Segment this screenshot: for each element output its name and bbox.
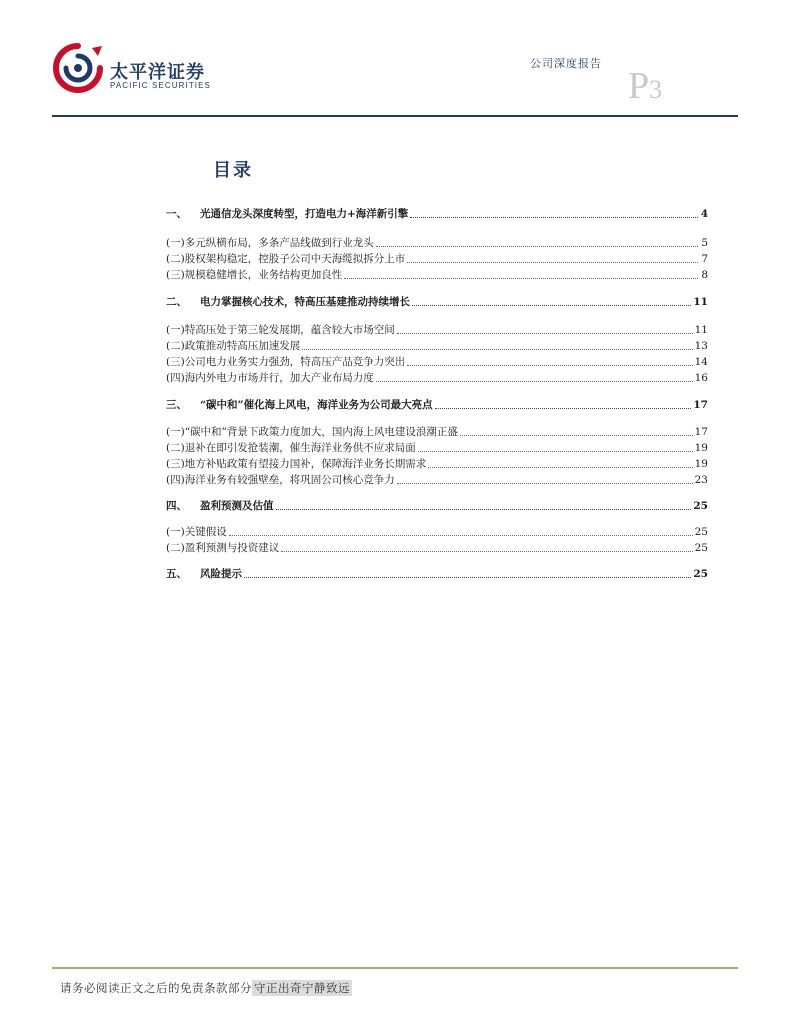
toc-page-number: 23 bbox=[694, 474, 708, 486]
toc-entry-text: 光通信龙头深度转型，打造电力+海洋新引擎 bbox=[200, 208, 409, 220]
pacific-securities-logo-icon bbox=[52, 42, 104, 94]
toc-section-entry[interactable] bbox=[166, 207, 708, 221]
toc-entry-text: (三)规模稳健增长，业务结构更加良性 bbox=[166, 269, 343, 281]
toc-entry-text: (三)地方补贴政策有望接力国补，保障海洋业务长期需求 bbox=[166, 458, 427, 470]
footer-disclaimer: 请务必阅读正文之后的免责条款部分 bbox=[60, 981, 252, 995]
toc-entry-number: 一、 bbox=[166, 208, 187, 220]
toc-page-number: 25 bbox=[693, 568, 708, 580]
toc-subsection-entry[interactable] bbox=[166, 236, 708, 250]
header-divider bbox=[52, 115, 738, 117]
toc-page-number: 11 bbox=[694, 324, 708, 336]
toc-section-entry[interactable] bbox=[166, 499, 708, 513]
toc-page-number: 17 bbox=[693, 399, 708, 411]
toc-subsection-entry[interactable] bbox=[166, 371, 708, 385]
toc-page-number: 5 bbox=[701, 237, 708, 249]
toc-entry-text: (四)海内外电力市场并行，加大产业布局力度 bbox=[166, 372, 374, 384]
toc-entry-text: 风险提示 bbox=[200, 568, 242, 580]
toc-page-number: 19 bbox=[694, 458, 708, 470]
toc-entry-text: (二)退补在即引发抢装潮，催生海洋业务供不应求局面 bbox=[166, 442, 416, 454]
toc-entry-text: “碳中和”催化海上风电，海洋业务为公司最大亮点 bbox=[200, 399, 433, 411]
toc-entry-number: 三、 bbox=[166, 399, 187, 411]
toc-page-number: 14 bbox=[694, 356, 708, 368]
toc-page-number: 25 bbox=[694, 526, 708, 538]
toc-section-entry[interactable] bbox=[166, 295, 708, 309]
toc-page-number: 16 bbox=[694, 372, 708, 384]
toc-page-number: 13 bbox=[694, 340, 708, 352]
toc-dot-leader bbox=[412, 305, 691, 306]
toc-subsection-entry[interactable] bbox=[166, 268, 708, 282]
toc-page-number: 17 bbox=[694, 426, 708, 438]
footer-motto: 守正出奇宁静致远 bbox=[254, 981, 350, 995]
footer bbox=[60, 980, 352, 996]
toc-entry-text: (二)政策推动特高压加速发展 bbox=[166, 340, 301, 352]
company-name-en: PACIFIC SECURITIES bbox=[110, 81, 211, 90]
toc-subsection-entry[interactable] bbox=[166, 525, 708, 539]
toc-dot-leader bbox=[460, 435, 693, 436]
toc-dot-leader bbox=[407, 365, 692, 366]
toc-dot-leader bbox=[376, 246, 698, 247]
toc-subsection-entry[interactable] bbox=[166, 473, 708, 487]
toc-dot-leader bbox=[428, 467, 692, 468]
company-name-cn: 太平洋证券 bbox=[110, 62, 205, 83]
toc-entry-text: (二)盈利预测与投资建议 bbox=[166, 542, 280, 554]
toc-dot-leader bbox=[397, 333, 693, 334]
toc-entry-text: (二)股权架构稳定，控股子公司中天海缆拟拆分上市 bbox=[166, 253, 406, 265]
toc-section-entry[interactable] bbox=[166, 398, 708, 412]
toc-page-number: 11 bbox=[693, 296, 708, 308]
toc-subsection-entry[interactable] bbox=[166, 541, 708, 555]
toc-dot-leader bbox=[397, 483, 693, 484]
toc-entry-text: (四)海洋业务有较强壁垒，将巩固公司核心竞争力 bbox=[166, 474, 395, 486]
toc-page-number: 25 bbox=[694, 542, 708, 554]
toc-entry-text: (一)“碳中和”背景下政策力度加大，国内海上风电建设浪潮正盛 bbox=[166, 426, 458, 438]
page-number bbox=[628, 64, 662, 108]
toc-dot-leader bbox=[407, 262, 698, 263]
toc-dot-leader bbox=[276, 509, 692, 510]
toc-page-number: 19 bbox=[694, 442, 708, 454]
toc-dot-leader bbox=[281, 551, 692, 552]
toc-entry-text: 电力掌握核心技术，特高压基建推动持续增长 bbox=[200, 296, 410, 308]
toc-dot-leader bbox=[435, 408, 692, 409]
toc-subsection-entry[interactable] bbox=[166, 355, 708, 369]
toc-page-number: 8 bbox=[701, 269, 708, 281]
toc-entry-number: 四、 bbox=[166, 500, 187, 512]
report-type-label: 公司深度报告 bbox=[530, 57, 602, 70]
toc-dot-leader bbox=[344, 278, 698, 279]
toc-dot-leader bbox=[418, 451, 693, 452]
toc-subsection-entry[interactable] bbox=[166, 252, 708, 266]
toc-entry-number: 五、 bbox=[166, 568, 187, 580]
toc-entry-text: (三)公司电力业务实力强劲，特高压产品竞争力突出 bbox=[166, 356, 406, 368]
toc-page-number: 25 bbox=[693, 500, 708, 512]
toc-page-number: 7 bbox=[701, 253, 708, 265]
toc-dot-leader bbox=[302, 349, 692, 350]
toc-subsection-entry[interactable] bbox=[166, 323, 708, 337]
toc-entry-text: (一)特高压处于第三轮发展期，蕴含较大市场空间 bbox=[166, 324, 395, 336]
toc-subsection-entry[interactable] bbox=[166, 425, 708, 439]
toc-subsection-entry[interactable] bbox=[166, 441, 708, 455]
page-number-letter: P bbox=[628, 65, 650, 107]
toc-page-number: 4 bbox=[700, 208, 708, 220]
toc-subsection-entry[interactable] bbox=[166, 339, 708, 353]
toc-dot-leader bbox=[376, 381, 693, 382]
toc-dot-leader bbox=[410, 217, 698, 218]
toc-section-entry[interactable] bbox=[166, 567, 708, 581]
toc-dot-leader bbox=[229, 535, 693, 536]
toc-subsection-entry[interactable] bbox=[166, 457, 708, 471]
page-number-digit: 3 bbox=[649, 75, 663, 104]
toc-dot-leader bbox=[244, 577, 691, 578]
toc-entry-text: (一)关键假设 bbox=[166, 526, 227, 538]
footer-divider bbox=[52, 967, 738, 969]
toc-entry-text: (一)多元纵横布局，多条产品线做到行业龙头 bbox=[166, 237, 374, 249]
toc-entry-text: 盈利预测及估值 bbox=[200, 500, 274, 512]
toc-entry-number: 二、 bbox=[166, 296, 187, 308]
toc-title: 目录 bbox=[213, 160, 253, 181]
